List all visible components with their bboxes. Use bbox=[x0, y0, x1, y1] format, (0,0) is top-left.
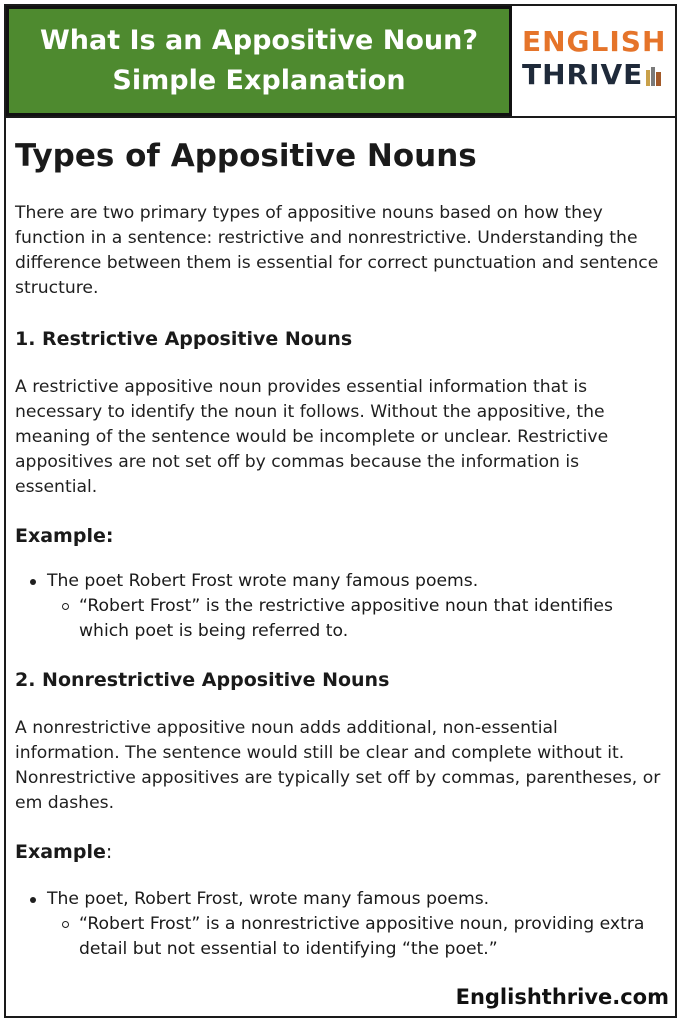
books-icon bbox=[646, 66, 662, 86]
example-label-text: Example bbox=[15, 841, 106, 863]
section-heading-restrictive: 1. Restrictive Appositive Nouns bbox=[15, 328, 353, 350]
list-item bbox=[15, 887, 665, 962]
logo-word-english: ENGLISH bbox=[522, 25, 667, 58]
article-body bbox=[15, 130, 665, 962]
example-sublist bbox=[47, 912, 665, 962]
list-item: “Robert Frost” is a nonrestrictive appositive noun, providing extra detail but not essential to identifying “the poet.” bbox=[47, 912, 665, 962]
list-item bbox=[15, 569, 665, 644]
title-line-1: What Is an Appositive Noun? bbox=[39, 25, 479, 56]
title-banner bbox=[6, 6, 512, 116]
restrictive-example-list bbox=[15, 569, 665, 644]
list-item: “Robert Frost” is the restrictive appositive noun that identifies which poet is being referred to. bbox=[47, 594, 665, 644]
nonrestrictive-paragraph: A nonrestrictive appositive noun adds additional, non-essential information. The sentence would still be clear and complete without it. Nonrestrictive appositives are typically set off by commas, parentheses, or em dashes. bbox=[15, 718, 661, 813]
example-sentence: The poet Robert Frost wrote many famous poems. bbox=[47, 571, 479, 591]
page-title: Types of Appositive Nouns bbox=[15, 138, 477, 174]
intro-paragraph: There are two primary types of appositive nouns based on how they function in a sentence: restrictive and nonrestrictive. Understanding the difference between them is essential for correct punctuation and sentence structure. bbox=[15, 203, 659, 298]
example-sublist bbox=[47, 594, 665, 644]
logo-word-thrive-row bbox=[522, 58, 672, 92]
example-label-colon: : bbox=[105, 841, 113, 863]
title-line-2: Simple Explanation bbox=[112, 65, 406, 96]
section-heading-nonrestrictive: 2. Nonrestrictive Appositive Nouns bbox=[15, 669, 390, 691]
footer-site-link[interactable]: Englishthrive.com bbox=[455, 985, 669, 1009]
example-label-2 bbox=[15, 837, 665, 867]
header-divider bbox=[6, 116, 677, 118]
example-label: Example: bbox=[15, 525, 114, 547]
logo-word-thrive: THRIVE bbox=[522, 58, 644, 91]
example-sentence: The poet, Robert Frost, wrote many famous poems. bbox=[47, 889, 490, 909]
nonrestrictive-example-list bbox=[15, 887, 665, 962]
english-thrive-logo bbox=[522, 26, 672, 106]
restrictive-paragraph: A restrictive appositive noun provides essential information that is necessary to identify the noun it follows. Without the appositive, the meaning of the sentence would be incomplete or unclear. Restrictive appositives are not set off by commas because the information is essential. bbox=[15, 377, 609, 497]
